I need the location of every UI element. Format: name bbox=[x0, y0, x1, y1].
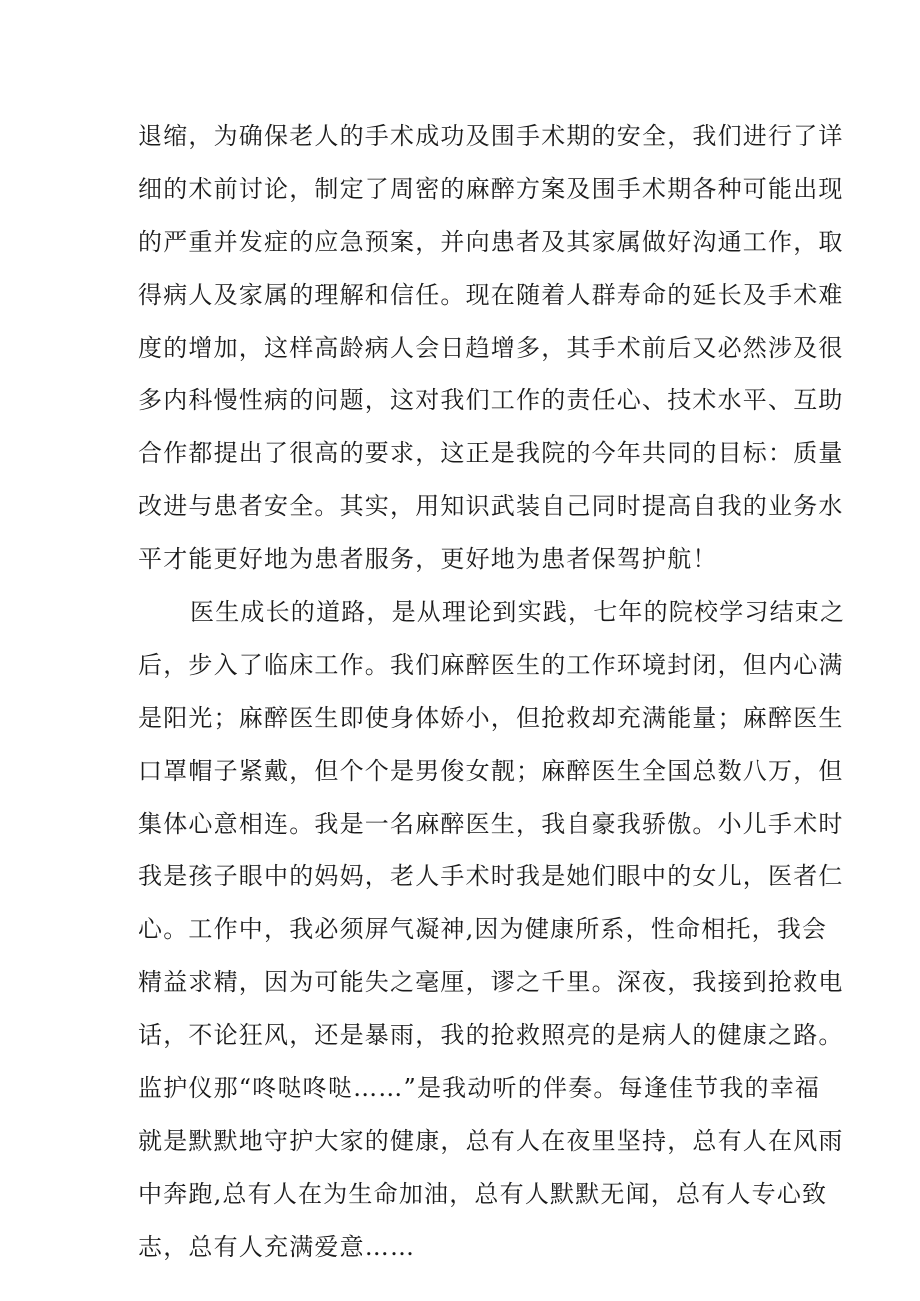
document-body bbox=[138, 110, 846, 1274]
paragraph-line: 后，步入了临床工作。我们麻醉医生的工作环境封闭，但内心满 bbox=[138, 650, 844, 679]
paragraph-line: 医生成长的道路，是从理论到实践，七年的院校学习结束之 bbox=[190, 598, 846, 627]
paragraph-line: 就是默默地守护大家的健康，总有人在夜里坚持，总有人在风雨 bbox=[138, 1126, 844, 1155]
paragraph-line: 退缩，为确保老人的手术成功及围手术期的安全，我们进行了详 bbox=[138, 122, 844, 150]
paragraph-line: 细的术前讨论，制定了周密的麻醉方案及围手术期各种可能出现 bbox=[138, 174, 844, 203]
paragraph-line: 我是孩子眼中的妈妈，老人手术时我是她们眼中的女儿，医者仁 bbox=[138, 862, 844, 891]
paragraph-line: 是阳光；麻醉医生即使身体娇小，但抢救却充满能量；麻醉医生 bbox=[138, 703, 844, 732]
paragraph-1 bbox=[138, 110, 844, 586]
paragraph-line: 平才能更好地为患者服务，更好地为患者保驾护航！ bbox=[138, 545, 718, 574]
paragraph-line: 的严重并发症的应急预案，并向患者及其家属做好沟通工作，取 bbox=[138, 227, 844, 256]
paragraph-line: 合作都提出了很高的要求，这正是我院的今年共同的目标：质量 bbox=[138, 439, 844, 468]
paragraph-2 bbox=[138, 586, 846, 1274]
paragraph-line: 得病人及家属的理解和信任。现在随着人群寿命的延长及手术难 bbox=[138, 280, 844, 309]
paragraph-line: 口罩帽子紧戴，但个个是男俊女靓；麻醉医生全国总数八万，但 bbox=[138, 756, 844, 785]
paragraph-line: 话，不论狂风，还是暴雨，我的抢救照亮的是病人的健康之路。 bbox=[138, 1021, 844, 1050]
paragraph-line: 集体心意相连。我是一名麻醉医生，我自豪我骄傲。小儿手术时 bbox=[138, 809, 844, 838]
paragraph-line: 多内科慢性病的问题，这对我们工作的责任心、技术水平、互助 bbox=[138, 386, 844, 415]
paragraph-line: 中奔跑,总有人在为生命加油，总有人默默无闻，总有人专心致 bbox=[138, 1179, 828, 1208]
paragraph-line: 心。工作中，我必须屏气凝神,因为健康所系，性命相托，我会 bbox=[138, 915, 828, 944]
paragraph-line: 志，总有人充满爱意…… bbox=[138, 1232, 416, 1261]
paragraph-line: 改进与患者安全。其实，用知识武装自己同时提高自我的业务水 bbox=[138, 492, 844, 521]
paragraph-line: 监护仪那“咚哒咚哒……”是我动听的伴奏。每逢佳节我的幸福 bbox=[138, 1074, 821, 1103]
paragraph-line: 精益求精，因为可能失之毫厘，谬之千里。深夜，我接到抢救电 bbox=[138, 968, 844, 997]
paragraph-line: 度的增加，这样高龄病人会日趋增多，其手术前后又必然涉及很 bbox=[138, 333, 844, 362]
